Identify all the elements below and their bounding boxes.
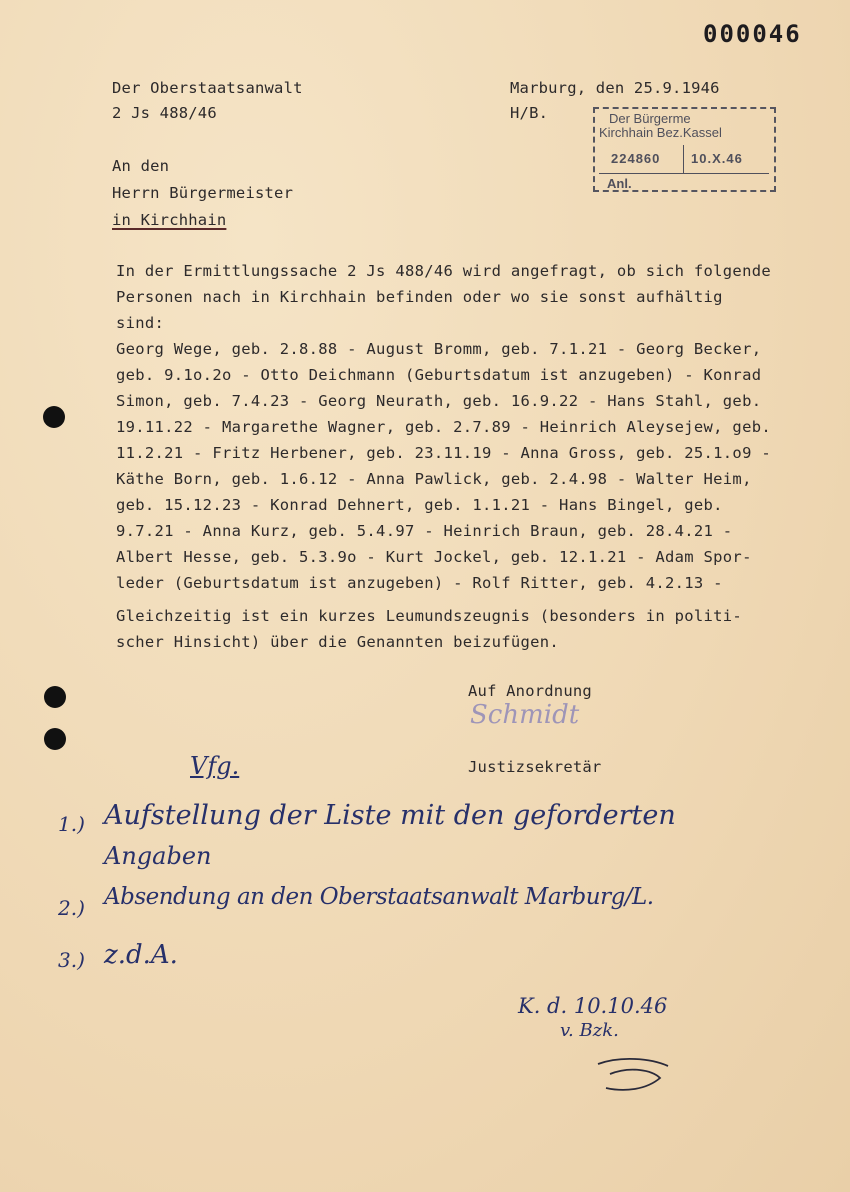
closing-order: Auf Anordnung bbox=[468, 682, 592, 700]
body-line: Käthe Born, geb. 1.6.12 - Anna Pawlick, geb. 2.4.98 - Walter Heim, bbox=[116, 470, 752, 488]
body-line: 11.2.21 - Fritz Herbener, geb. 23.11.19 - Anna Gross, geb. 25.1.o9 - bbox=[116, 444, 771, 462]
closing-title: Justizsekretär bbox=[468, 758, 602, 776]
stamp-office: Der Bürgerme bbox=[609, 111, 691, 126]
handwritten-item-3-number: 3.) bbox=[58, 948, 85, 972]
sender-title: Der Oberstaatsanwalt bbox=[112, 79, 303, 97]
handwritten-vfg: Vfg. bbox=[190, 752, 240, 780]
handwritten-item-2: Absendung an den Oberstaatsanwalt Marburg/L. bbox=[104, 884, 654, 910]
handwritten-item-2-number: 2.) bbox=[58, 896, 85, 920]
body-line: Georg Wege, geb. 2.8.88 - August Bromm, geb. 7.1.21 - Georg Becker, bbox=[116, 340, 762, 358]
flourish-stroke bbox=[598, 1059, 668, 1090]
handwritten-item-3: z.d.A. bbox=[104, 940, 178, 970]
punch-hole-2 bbox=[44, 686, 66, 708]
body-line: Gleichzeitig ist ein kurzes Leumundszeugnis (besonders in politi- bbox=[116, 607, 743, 625]
document-number: 000046 bbox=[703, 20, 802, 48]
handwritten-item-1-number: 1.) bbox=[58, 812, 85, 836]
stamp-number: 224860 bbox=[611, 151, 661, 166]
body-line: 9.7.21 - Anna Kurz, geb. 5.4.97 - Heinrich Braun, geb. 28.4.21 - bbox=[116, 522, 733, 540]
recipient-salutation: An den bbox=[112, 157, 170, 175]
handwritten-initials: v. Bzk. bbox=[560, 1020, 619, 1041]
body-line: scher Hinsicht) über die Genannten beizufügen. bbox=[116, 633, 560, 651]
body-line: 19.11.22 - Margarethe Wagner, geb. 2.7.89 - Heinrich Aleysejew, geb. bbox=[116, 418, 771, 436]
punch-hole-1 bbox=[43, 406, 65, 428]
handwritten-flourish bbox=[590, 1052, 680, 1098]
typist-initials: H/B. bbox=[510, 104, 549, 122]
body-line: Simon, geb. 7.4.23 - Georg Neurath, geb. 16.9.22 - Hans Stahl, geb. bbox=[116, 392, 762, 410]
handwritten-item-1-cont: Angaben bbox=[104, 842, 212, 870]
body-line: sind: bbox=[116, 314, 165, 332]
signature: Schmidt bbox=[470, 700, 580, 730]
body-line: Personen nach in Kirchhain befinden oder wo sie sonst aufhältig bbox=[116, 288, 723, 306]
stamp-date: 10.X.46 bbox=[691, 151, 743, 166]
stamp-rule bbox=[599, 173, 769, 174]
body-line: leder (Geburtsdatum ist anzugeben) - Rolf Ritter, geb. 4.2.13 - bbox=[116, 574, 723, 592]
stamp-location: Kirchhain Bez.Kassel bbox=[599, 125, 722, 140]
body-line: geb. 9.1o.2o - Otto Deichmann (Geburtsdatum ist anzugeben) - Konrad bbox=[116, 366, 762, 384]
recipient-location: in Kirchhain bbox=[112, 211, 227, 229]
file-reference: 2 Js 488/46 bbox=[112, 104, 217, 122]
body-line: In der Ermittlungssache 2 Js 488/46 wird angefragt, ob sich folgende bbox=[116, 262, 771, 280]
receipt-stamp bbox=[593, 107, 776, 192]
stamp-divider bbox=[683, 145, 684, 173]
recipient-name: Herrn Bürgermeister bbox=[112, 184, 294, 202]
stamp-attachment: Anl. bbox=[607, 176, 632, 191]
handwritten-item-1: Aufstellung der Liste mit den geforderten bbox=[104, 800, 676, 831]
punch-hole-3 bbox=[44, 728, 66, 750]
body-line: Albert Hesse, geb. 5.3.9o - Kurt Jockel, geb. 12.1.21 - Adam Spor- bbox=[116, 548, 752, 566]
body-line: geb. 15.12.23 - Konrad Dehnert, geb. 1.1.21 - Hans Bingel, geb. bbox=[116, 496, 723, 514]
handwritten-date-note: K. d. 10.10.46 bbox=[518, 994, 668, 1018]
place-date: Marburg, den 25.9.1946 bbox=[510, 79, 720, 97]
